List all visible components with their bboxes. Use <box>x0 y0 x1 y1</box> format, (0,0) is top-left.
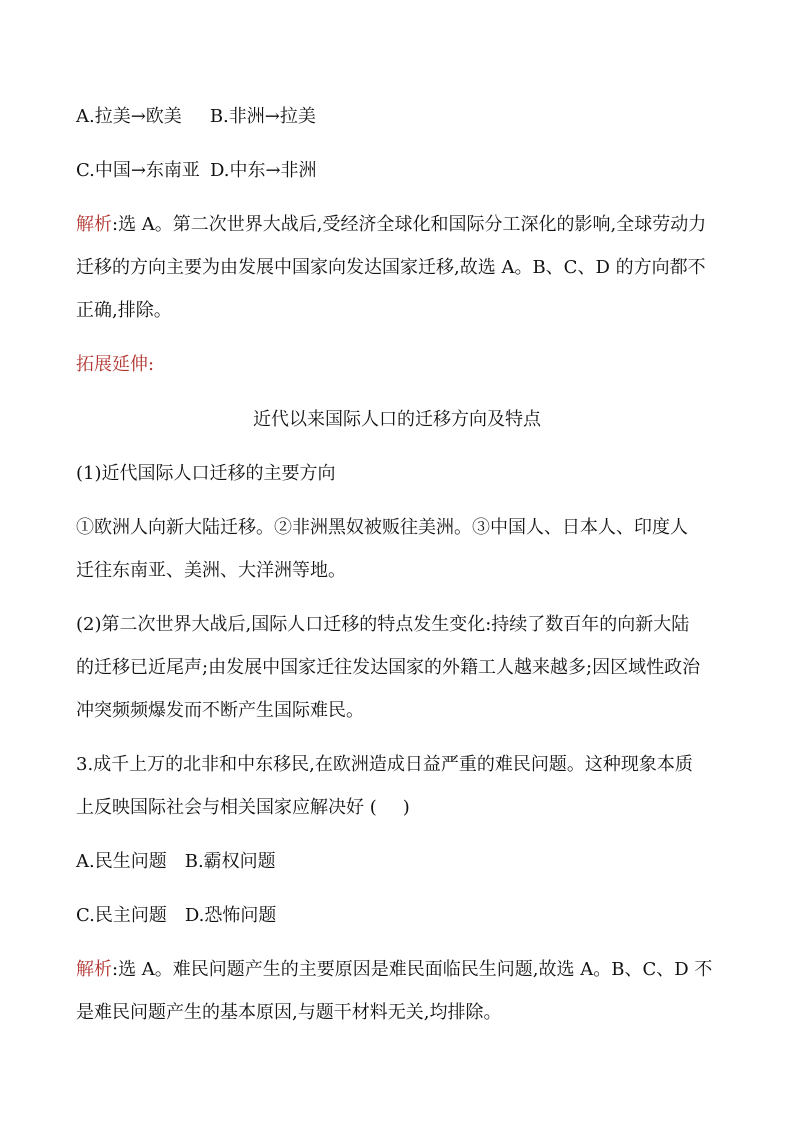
q3-option-a: A.民生问题 <box>76 851 167 872</box>
q2-analysis-line-2: 迁移的方向主要为由发展中国家向发达国家迁移,故选 A。B、C、D 的方向都不 <box>76 257 706 278</box>
extension-title: 近代以来国际人口的迁移方向及特点 <box>253 409 541 430</box>
extension-point2-line-3: 冲突频频爆发而不断产生国际难民。 <box>76 700 364 721</box>
q2-option-a: A.拉美→欧美 <box>76 106 182 127</box>
extension-point1-line-1: ①欧洲人向新大陆迁移。②非洲黑奴被贩往美洲。③中国人、日本人、印度人 <box>76 517 688 538</box>
q3-option-b: B.霸权问题 <box>184 851 276 872</box>
q3-stem-text-2: 上反映国际社会与相关国家应解决好 <box>76 797 364 818</box>
extension-point1-heading: (1)近代国际人口迁移的主要方向 <box>76 463 336 484</box>
extension-point1-line-2: 迁往东南亚、美洲、大洋洲等地。 <box>76 560 346 581</box>
q2-option-c: C.中国→东南亚 <box>76 160 200 181</box>
q2-analysis-text-1: :选 A。第二次世界大战后,受经济全球化和国际分工深化的影响,全球劳动力 <box>112 214 707 235</box>
extension-label: 拓展延伸 <box>76 354 148 375</box>
q3-option-c: C.民主问题 <box>76 905 167 926</box>
q2-options-row-1 <box>76 105 316 129</box>
q2-analysis-label: 解析 <box>76 214 112 235</box>
q3-analysis-label: 解析 <box>76 959 112 980</box>
q2-option-d: D.中东→非洲 <box>209 160 317 181</box>
q3-analysis-text-1: :选 A。难民问题产生的主要原因是难民面临民生问题,故选 A。B、C、D 不 <box>112 959 713 980</box>
q3-options-row-2 <box>76 904 276 928</box>
extension-point2-line-2: 的迁移已近尾声;由发展中国家迁往发达国家的外籍工人越来越多;因区域性政治 <box>76 657 701 678</box>
q3-answer-paren-close: ) <box>402 797 410 818</box>
q2-analysis-line-3: 正确,排除。 <box>76 300 172 321</box>
q2-options-row-2 <box>76 159 317 183</box>
extension-label-colon: : <box>148 354 155 375</box>
q3-analysis-line-2: 是难民问题产生的基本原因,与题干材料无关,均排除。 <box>76 1002 502 1023</box>
q2-option-b: B.非洲→拉美 <box>209 106 316 127</box>
q3-analysis-line-1 <box>76 958 712 982</box>
q3-stem-line-1: 3.成千上万的北非和中东移民,在欧洲造成日益严重的难民问题。这种现象本质 <box>76 754 693 775</box>
q2-analysis-line-1 <box>76 213 706 237</box>
extension-point2-line-1: (2)第二次世界大战后,国际人口迁移的特点发生变化:持续了数百年的向新大陆 <box>76 614 690 635</box>
extension-label-line <box>76 353 154 377</box>
q3-options-row-1 <box>76 850 276 874</box>
q3-answer-paren-open: ( <box>369 797 377 818</box>
q3-option-d: D.恐怖问题 <box>184 905 277 926</box>
q3-stem-line-2 <box>76 796 410 820</box>
